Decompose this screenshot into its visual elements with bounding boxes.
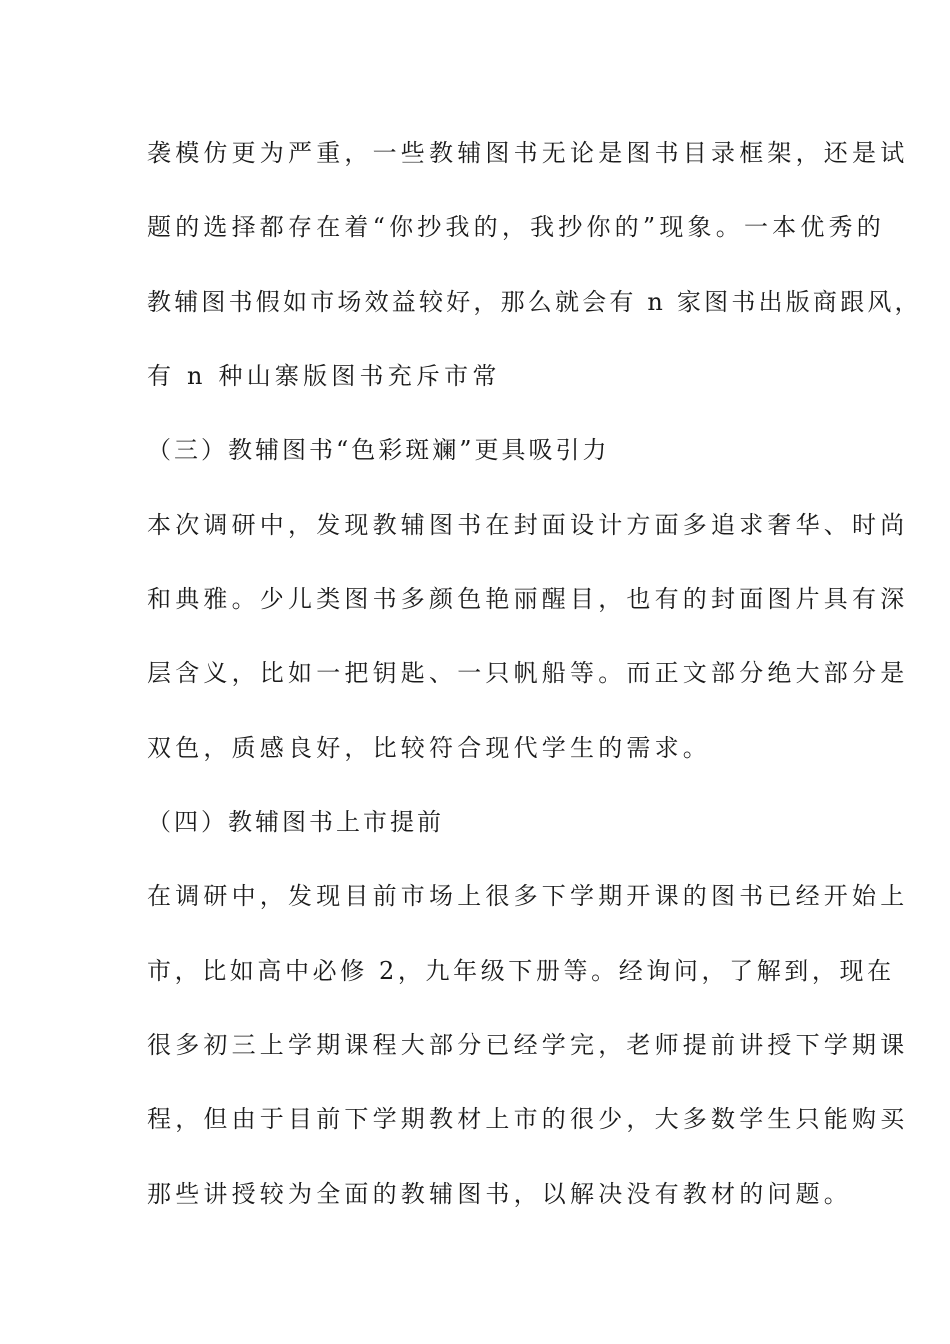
section-heading-four: （四）教辅图书上市提前 — [147, 808, 444, 836]
body-line: 程，但由于目前下学期教材上市的很少，大多数学生只能购买 — [147, 1105, 909, 1133]
body-line: 本次调研中，发现教辅图书在封面设计方面多追求奢华、时尚 — [147, 511, 909, 539]
body-line: 层含义，比如一把钥匙、一只帆船等。而正文部分绝大部分是 — [147, 659, 909, 687]
body-line: 和典雅。少儿类图书多颜色艳丽醒目，也有的封面图片具有深 — [147, 585, 909, 613]
body-line: 教辅图书假如市场效益较好，那么就会有 n 家图书出版商跟风， — [147, 288, 922, 316]
body-line: 双色，质感良好，比较符合现代学生的需求。 — [147, 734, 711, 762]
body-line: 有 n 种山寨版图书充斥市常 — [147, 362, 501, 390]
body-line: 那些讲授较为全面的教辅图书，以解决没有教材的问题。 — [147, 1180, 852, 1208]
body-line: 在调研中，发现目前市场上很多下学期开课的图书已经开始上 — [147, 882, 909, 910]
body-line: 很多初三上学期课程大部分已经学完，老师提前讲授下学期课 — [147, 1031, 909, 1059]
body-line: 袭模仿更为严重，一些教辅图书无论是图书目录框架，还是试 — [147, 139, 909, 167]
section-heading-three: （三）教辅图书“色彩斑斓”更具吸引力 — [147, 436, 610, 464]
body-line: 题的选择都存在着“你抄我的，我抄你的”现象。一本优秀的 — [147, 213, 885, 241]
body-line: 市，比如高中必修 2，九年级下册等。经询问，了解到，现在 — [147, 957, 895, 985]
